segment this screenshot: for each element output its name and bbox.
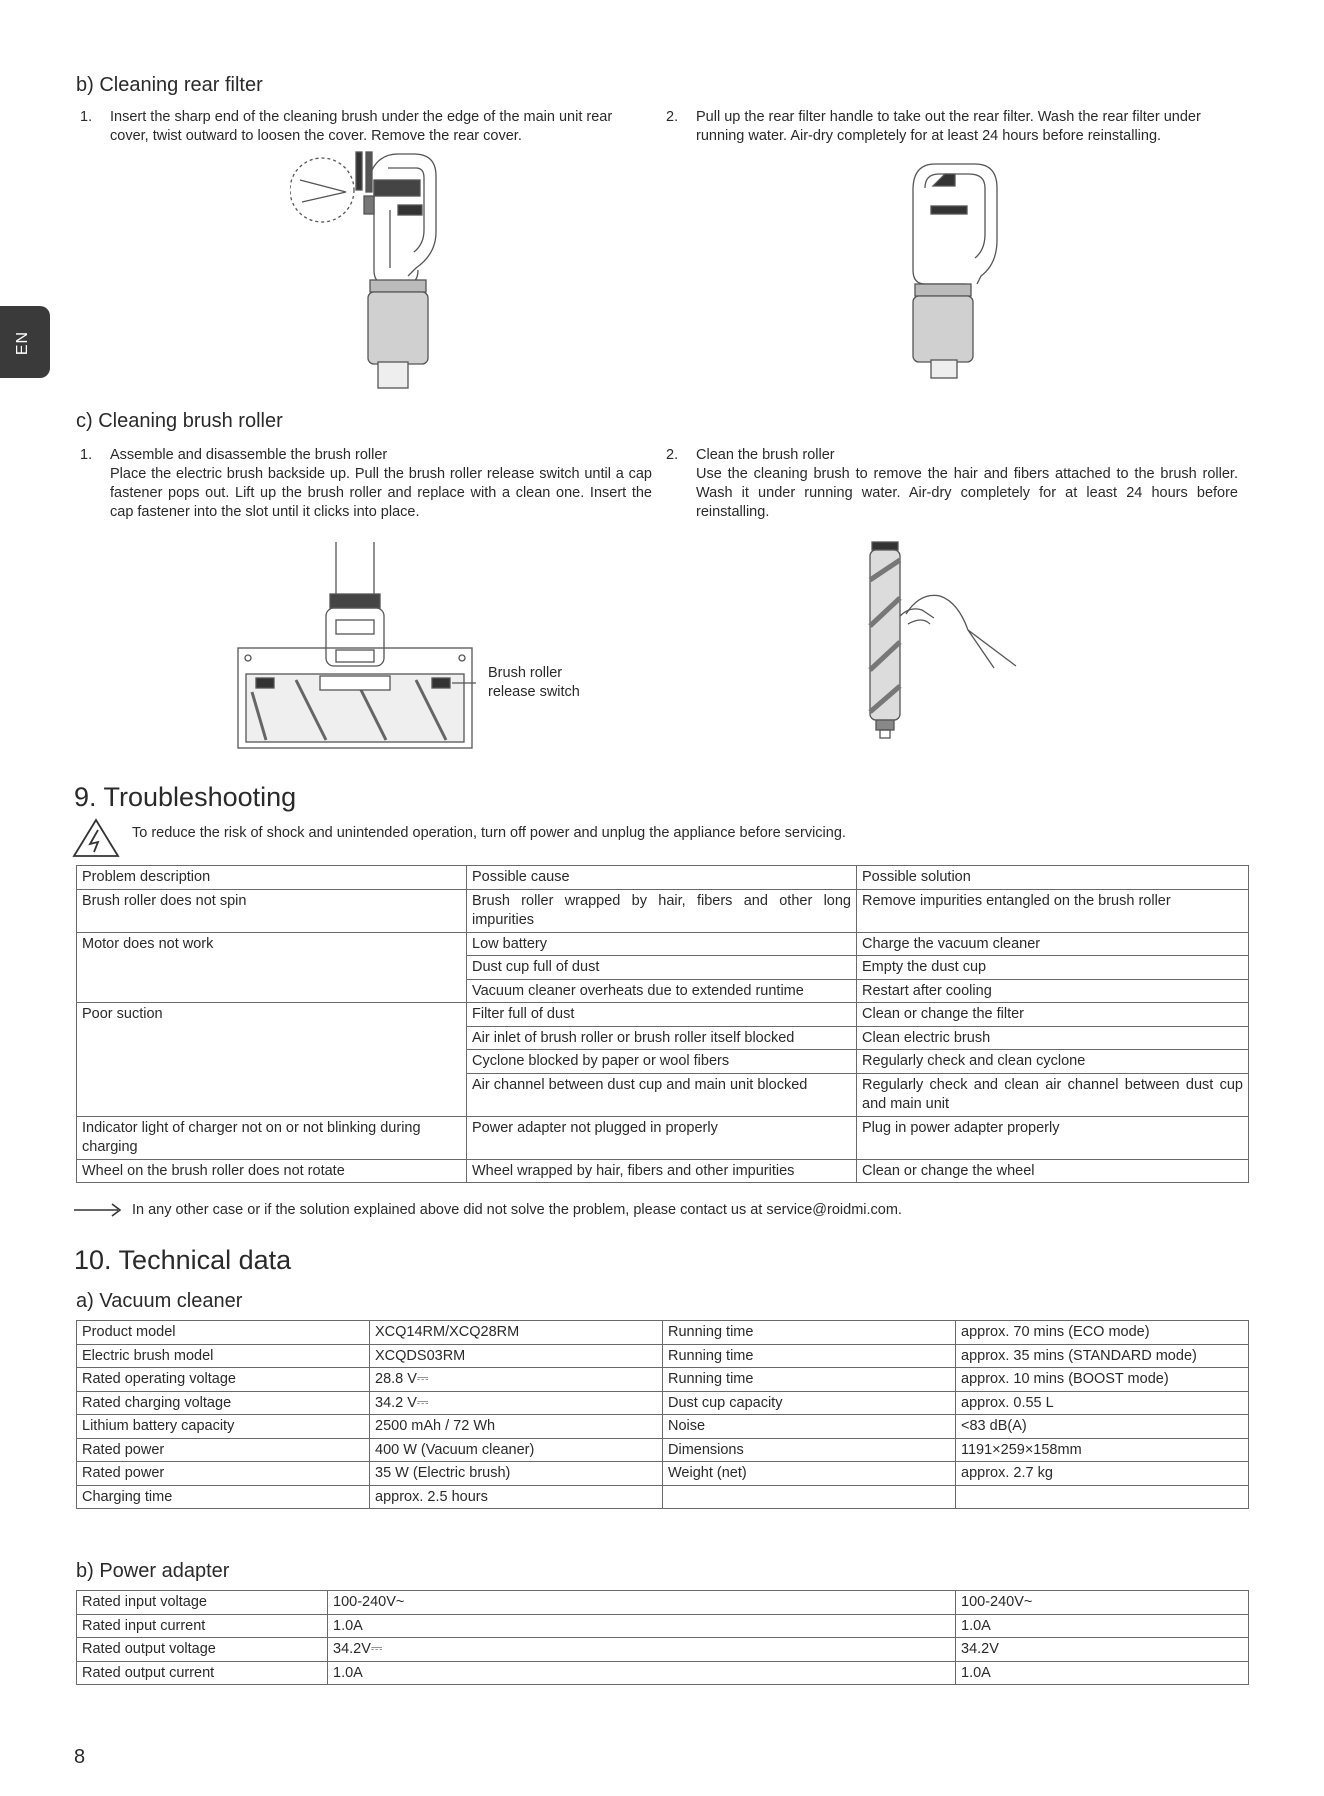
spec-value: 34.2V⎓ bbox=[328, 1638, 956, 1662]
spec-value: approx. 70 mins (ECO mode) bbox=[956, 1321, 1249, 1345]
problem-cell: Poor suction bbox=[77, 1003, 467, 1117]
step-text: Use the cleaning brush to remove the hair and fibers attached to the brush roller. Wash it under running water. Air-dry completely for at least 24 hours before reinstalling. bbox=[696, 466, 1238, 520]
spec-label: Rated output current bbox=[77, 1661, 328, 1685]
spec-label bbox=[663, 1485, 956, 1509]
table-header-cell: Possible cause bbox=[467, 866, 857, 890]
spec-value: XCQ14RM/XCQ28RM bbox=[370, 1321, 663, 1345]
rear-filter-illustration bbox=[905, 160, 1005, 380]
table-row bbox=[77, 1003, 1249, 1027]
solution-cell: Charge the vacuum cleaner bbox=[857, 932, 1249, 956]
brush-roller-step-2 bbox=[666, 446, 1238, 522]
step-title: Clean the brush roller bbox=[696, 447, 835, 463]
solution-cell: Clean electric brush bbox=[857, 1026, 1249, 1050]
brush-roller-release-switch-callout bbox=[488, 664, 580, 702]
solution-cell: Clean or change the wheel bbox=[857, 1159, 1249, 1183]
spec-value: 34.2V bbox=[956, 1638, 1249, 1662]
callout-line-1: Brush roller bbox=[488, 665, 563, 681]
spec-value: 1191×259×158mm bbox=[956, 1438, 1249, 1462]
spec-label: Running time bbox=[663, 1321, 956, 1345]
spec-value: XCQDS03RM bbox=[370, 1344, 663, 1368]
cause-cell: Filter full of dust bbox=[467, 1003, 857, 1027]
page-number: 8 bbox=[74, 1746, 86, 1768]
table-row bbox=[77, 1638, 1249, 1662]
spec-label: Rated charging voltage bbox=[77, 1391, 370, 1415]
troubleshooting-table bbox=[76, 865, 1249, 1183]
spec-value: 100-240V~ bbox=[956, 1591, 1249, 1615]
cause-cell: Air inlet of brush roller or brush roller itself blocked bbox=[467, 1026, 857, 1050]
step-number: 1. bbox=[80, 109, 93, 125]
spec-value bbox=[956, 1485, 1249, 1509]
problem-cell: Wheel on the brush roller does not rotate bbox=[77, 1159, 467, 1183]
table-row bbox=[77, 1462, 1249, 1486]
spec-value: approx. 0.55 L bbox=[956, 1391, 1249, 1415]
spec-value: approx. 2.5 hours bbox=[370, 1485, 663, 1509]
problem-cell: Brush roller does not spin bbox=[77, 889, 467, 932]
brush-roller-heading: c) Cleaning brush roller bbox=[76, 410, 283, 432]
spec-value: 34.2 V⎓ bbox=[370, 1391, 663, 1415]
table-row bbox=[77, 932, 1249, 956]
cause-cell: Low battery bbox=[467, 932, 857, 956]
electric-brush-illustration bbox=[236, 540, 476, 752]
brush-roller-cleaning-illustration bbox=[860, 540, 1020, 740]
spec-label: Running time bbox=[663, 1344, 956, 1368]
vacuum-spec-table bbox=[76, 1320, 1249, 1509]
spec-value: 2500 mAh / 72 Wh bbox=[370, 1415, 663, 1439]
solution-cell: Restart after cooling bbox=[857, 979, 1249, 1003]
table-header-row bbox=[77, 866, 1249, 890]
brush-roller-step-1 bbox=[80, 446, 652, 522]
rear-filter-step-2 bbox=[666, 108, 1238, 146]
table-row bbox=[77, 1159, 1249, 1183]
spec-label: Charging time bbox=[77, 1485, 370, 1509]
step-number: 2. bbox=[666, 447, 679, 463]
spec-value: <83 dB(A) bbox=[956, 1415, 1249, 1439]
electric-shock-warning-icon bbox=[72, 818, 122, 858]
table-row bbox=[77, 1321, 1249, 1345]
spec-label: Running time bbox=[663, 1368, 956, 1392]
rear-filter-step-1 bbox=[80, 108, 652, 146]
language-tab-label: EN bbox=[14, 330, 32, 356]
step-text: Insert the sharp end of the cleaning brush under the edge of the main unit rear cover, twist outward to loosen the cover. Remove the rear cover. bbox=[110, 109, 613, 144]
problem-cell: Indicator light of charger not on or not blinking during charging bbox=[77, 1116, 467, 1159]
spec-label: Weight (net) bbox=[663, 1462, 956, 1486]
troubleshooting-warning: To reduce the risk of shock and unintended operation, turn off power and unplug the appliance before servicing. bbox=[132, 825, 846, 841]
spec-label: Product model bbox=[77, 1321, 370, 1345]
table-row bbox=[77, 1344, 1249, 1368]
spec-value: approx. 35 mins (STANDARD mode) bbox=[956, 1344, 1249, 1368]
solution-cell: Regularly check and clean air channel between dust cup and main unit bbox=[857, 1073, 1249, 1116]
spec-value: approx. 2.7 kg bbox=[956, 1462, 1249, 1486]
spec-label: Rated power bbox=[77, 1462, 370, 1486]
spec-label: Lithium battery capacity bbox=[77, 1415, 370, 1439]
spec-value: 400 W (Vacuum cleaner) bbox=[370, 1438, 663, 1462]
solution-cell: Plug in power adapter properly bbox=[857, 1116, 1249, 1159]
rear-filter-heading: b) Cleaning rear filter bbox=[76, 74, 263, 96]
technical-data-heading: 10. Technical data bbox=[74, 1245, 292, 1275]
spec-value: 1.0A bbox=[956, 1614, 1249, 1638]
language-tab bbox=[0, 306, 50, 378]
spec-label: Electric brush model bbox=[77, 1344, 370, 1368]
vacuum-cleaner-heading: a) Vacuum cleaner bbox=[76, 1290, 243, 1312]
step-number: 1. bbox=[80, 447, 93, 463]
problem-cell: Motor does not work bbox=[77, 932, 467, 1003]
step-text: Place the electric brush backside up. Pull the brush roller release switch until a cap fastener pops out. Lift up the brush roller and replace with a clean one. Insert the cap fastener into the slot until it clicks into place. bbox=[110, 466, 652, 520]
cause-cell: Power adapter not plugged in properly bbox=[467, 1116, 857, 1159]
spec-label: Rated operating voltage bbox=[77, 1368, 370, 1392]
spec-value: approx. 10 mins (BOOST mode) bbox=[956, 1368, 1249, 1392]
solution-cell: Empty the dust cup bbox=[857, 956, 1249, 980]
solution-cell: Clean or change the filter bbox=[857, 1003, 1249, 1027]
table-row bbox=[77, 889, 1249, 932]
cause-cell: Dust cup full of dust bbox=[467, 956, 857, 980]
table-header-cell: Problem description bbox=[77, 866, 467, 890]
table-row bbox=[77, 1368, 1249, 1392]
spec-label: Rated input voltage bbox=[77, 1591, 328, 1615]
cause-cell: Vacuum cleaner overheats due to extended runtime bbox=[467, 979, 857, 1003]
power-adapter-heading: b) Power adapter bbox=[76, 1560, 230, 1582]
spec-value: 1.0A bbox=[328, 1614, 956, 1638]
spec-value: 28.8 V⎓ bbox=[370, 1368, 663, 1392]
spec-value: 100-240V~ bbox=[328, 1591, 956, 1615]
spec-value: 35 W (Electric brush) bbox=[370, 1462, 663, 1486]
power-adapter-table bbox=[76, 1590, 1249, 1685]
cause-cell: Brush roller wrapped by hair, fibers and other long impurities bbox=[467, 889, 857, 932]
spec-label: Dust cup capacity bbox=[663, 1391, 956, 1415]
spec-value: 1.0A bbox=[328, 1661, 956, 1685]
table-row bbox=[77, 1661, 1249, 1685]
cause-cell: Cyclone blocked by paper or wool fibers bbox=[467, 1050, 857, 1074]
callout-line-2: release switch bbox=[488, 684, 580, 700]
solution-cell: Regularly check and clean cyclone bbox=[857, 1050, 1249, 1074]
spec-label: Noise bbox=[663, 1415, 956, 1439]
spec-label: Rated input current bbox=[77, 1614, 328, 1638]
step-number: 2. bbox=[666, 109, 679, 125]
spec-label: Rated power bbox=[77, 1438, 370, 1462]
table-row bbox=[77, 1438, 1249, 1462]
step-text: Pull up the rear filter handle to take out the rear filter. Wash the rear filter under running water. Air-dry completely for at least 24 hours before reinstalling. bbox=[696, 109, 1201, 144]
table-row bbox=[77, 1116, 1249, 1159]
troubleshooting-heading: 9. Troubleshooting bbox=[74, 782, 297, 812]
spec-value: 1.0A bbox=[956, 1661, 1249, 1685]
troubleshooting-note: In any other case or if the solution explained above did not solve the problem, please contact us at service@roidmi.com. bbox=[132, 1202, 902, 1218]
table-header-cell: Possible solution bbox=[857, 866, 1249, 890]
spec-label: Dimensions bbox=[663, 1438, 956, 1462]
step-title: Assemble and disassemble the brush roller bbox=[110, 447, 388, 463]
cause-cell: Wheel wrapped by hair, fibers and other impurities bbox=[467, 1159, 857, 1183]
table-row bbox=[77, 1485, 1249, 1509]
cause-cell: Air channel between dust cup and main unit blocked bbox=[467, 1073, 857, 1116]
solution-cell: Remove impurities entangled on the brush roller bbox=[857, 889, 1249, 932]
arrow-right-icon bbox=[74, 1203, 122, 1217]
table-row bbox=[77, 1614, 1249, 1638]
table-row bbox=[77, 1591, 1249, 1615]
rear-cover-removal-illustration bbox=[290, 150, 450, 390]
spec-label: Rated output voltage bbox=[77, 1638, 328, 1662]
table-row bbox=[77, 1391, 1249, 1415]
table-row bbox=[77, 1415, 1249, 1439]
